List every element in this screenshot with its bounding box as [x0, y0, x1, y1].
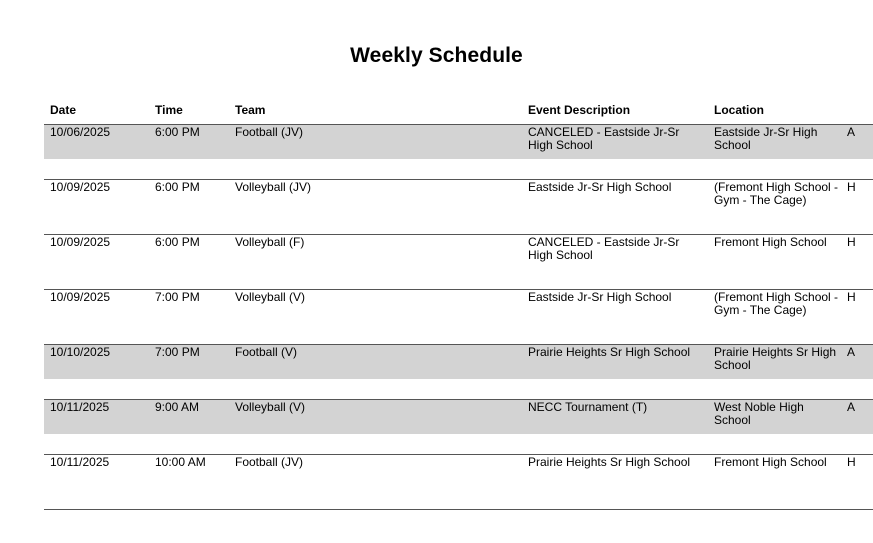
event-description: Eastside Jr-Sr High School	[528, 180, 672, 194]
event-time: 6:00 PM	[155, 125, 200, 139]
schedule-table	[44, 101, 873, 510]
event-date: 10/09/2025	[50, 290, 111, 304]
event-time: 6:00 PM	[155, 235, 200, 249]
event-team: Volleyball (V)	[235, 400, 306, 414]
event-team: Volleyball (V)	[235, 290, 306, 304]
event-location: West Noble High School	[714, 400, 804, 427]
table-header	[44, 101, 873, 125]
event-home-away: H	[847, 290, 856, 304]
event-date: 10/09/2025	[50, 235, 111, 249]
table-row	[44, 125, 873, 180]
event-description: NECC Tournament (T)	[528, 400, 648, 414]
event-home-away: A	[847, 345, 856, 359]
table-row	[44, 235, 873, 290]
event-location: Fremont High School	[714, 235, 827, 249]
table-row	[44, 455, 873, 510]
table-row	[44, 345, 873, 400]
event-date: 10/09/2025	[50, 180, 111, 194]
event-date: 10/11/2025	[50, 400, 110, 414]
event-description: CANCELED - Eastside Jr-Sr High School	[528, 125, 680, 152]
event-team: Football (V)	[235, 345, 298, 359]
event-time: 7:00 PM	[155, 345, 200, 359]
column-header-location: Location	[714, 103, 764, 117]
event-description: CANCELED - Eastside Jr-Sr High School	[528, 235, 680, 262]
event-time: 7:00 PM	[155, 290, 200, 304]
event-location: Fremont High School	[714, 455, 827, 469]
column-header-team: Team	[235, 103, 266, 117]
table-row	[44, 180, 873, 235]
event-team: Volleyball (JV)	[235, 180, 312, 194]
event-time: 10:00 AM	[155, 455, 206, 469]
column-header-date: Date	[50, 103, 77, 117]
event-home-away: A	[847, 400, 856, 414]
event-home-away: A	[847, 125, 856, 139]
event-team: Volleyball (F)	[235, 235, 305, 249]
event-date: 10/06/2025	[50, 125, 111, 139]
table-row	[44, 400, 873, 455]
event-date: 10/10/2025	[50, 345, 111, 359]
event-home-away: H	[847, 455, 856, 469]
event-home-away: H	[847, 235, 856, 249]
event-description: Eastside Jr-Sr High School	[528, 290, 672, 304]
page-title: Weekly Schedule	[350, 44, 523, 67]
column-header-event-description: Event Description	[528, 103, 631, 117]
event-description: Prairie Heights Sr High School	[528, 345, 691, 359]
column-header-time: Time	[155, 103, 183, 117]
event-location: Eastside Jr-Sr High School	[714, 125, 818, 152]
event-location: (Fremont High School - Gym - The Cage)	[714, 290, 839, 317]
event-team: Football (JV)	[235, 455, 304, 469]
event-time: 9:00 AM	[155, 400, 200, 414]
event-location: (Fremont High School - Gym - The Cage)	[714, 180, 839, 207]
event-description: Prairie Heights Sr High School	[528, 455, 691, 469]
event-location: Prairie Heights Sr High School	[714, 345, 837, 372]
event-date: 10/11/2025	[50, 455, 110, 469]
event-home-away: H	[847, 180, 856, 194]
event-time: 6:00 PM	[155, 180, 200, 194]
table-row	[44, 290, 873, 345]
event-team: Football (JV)	[235, 125, 304, 139]
